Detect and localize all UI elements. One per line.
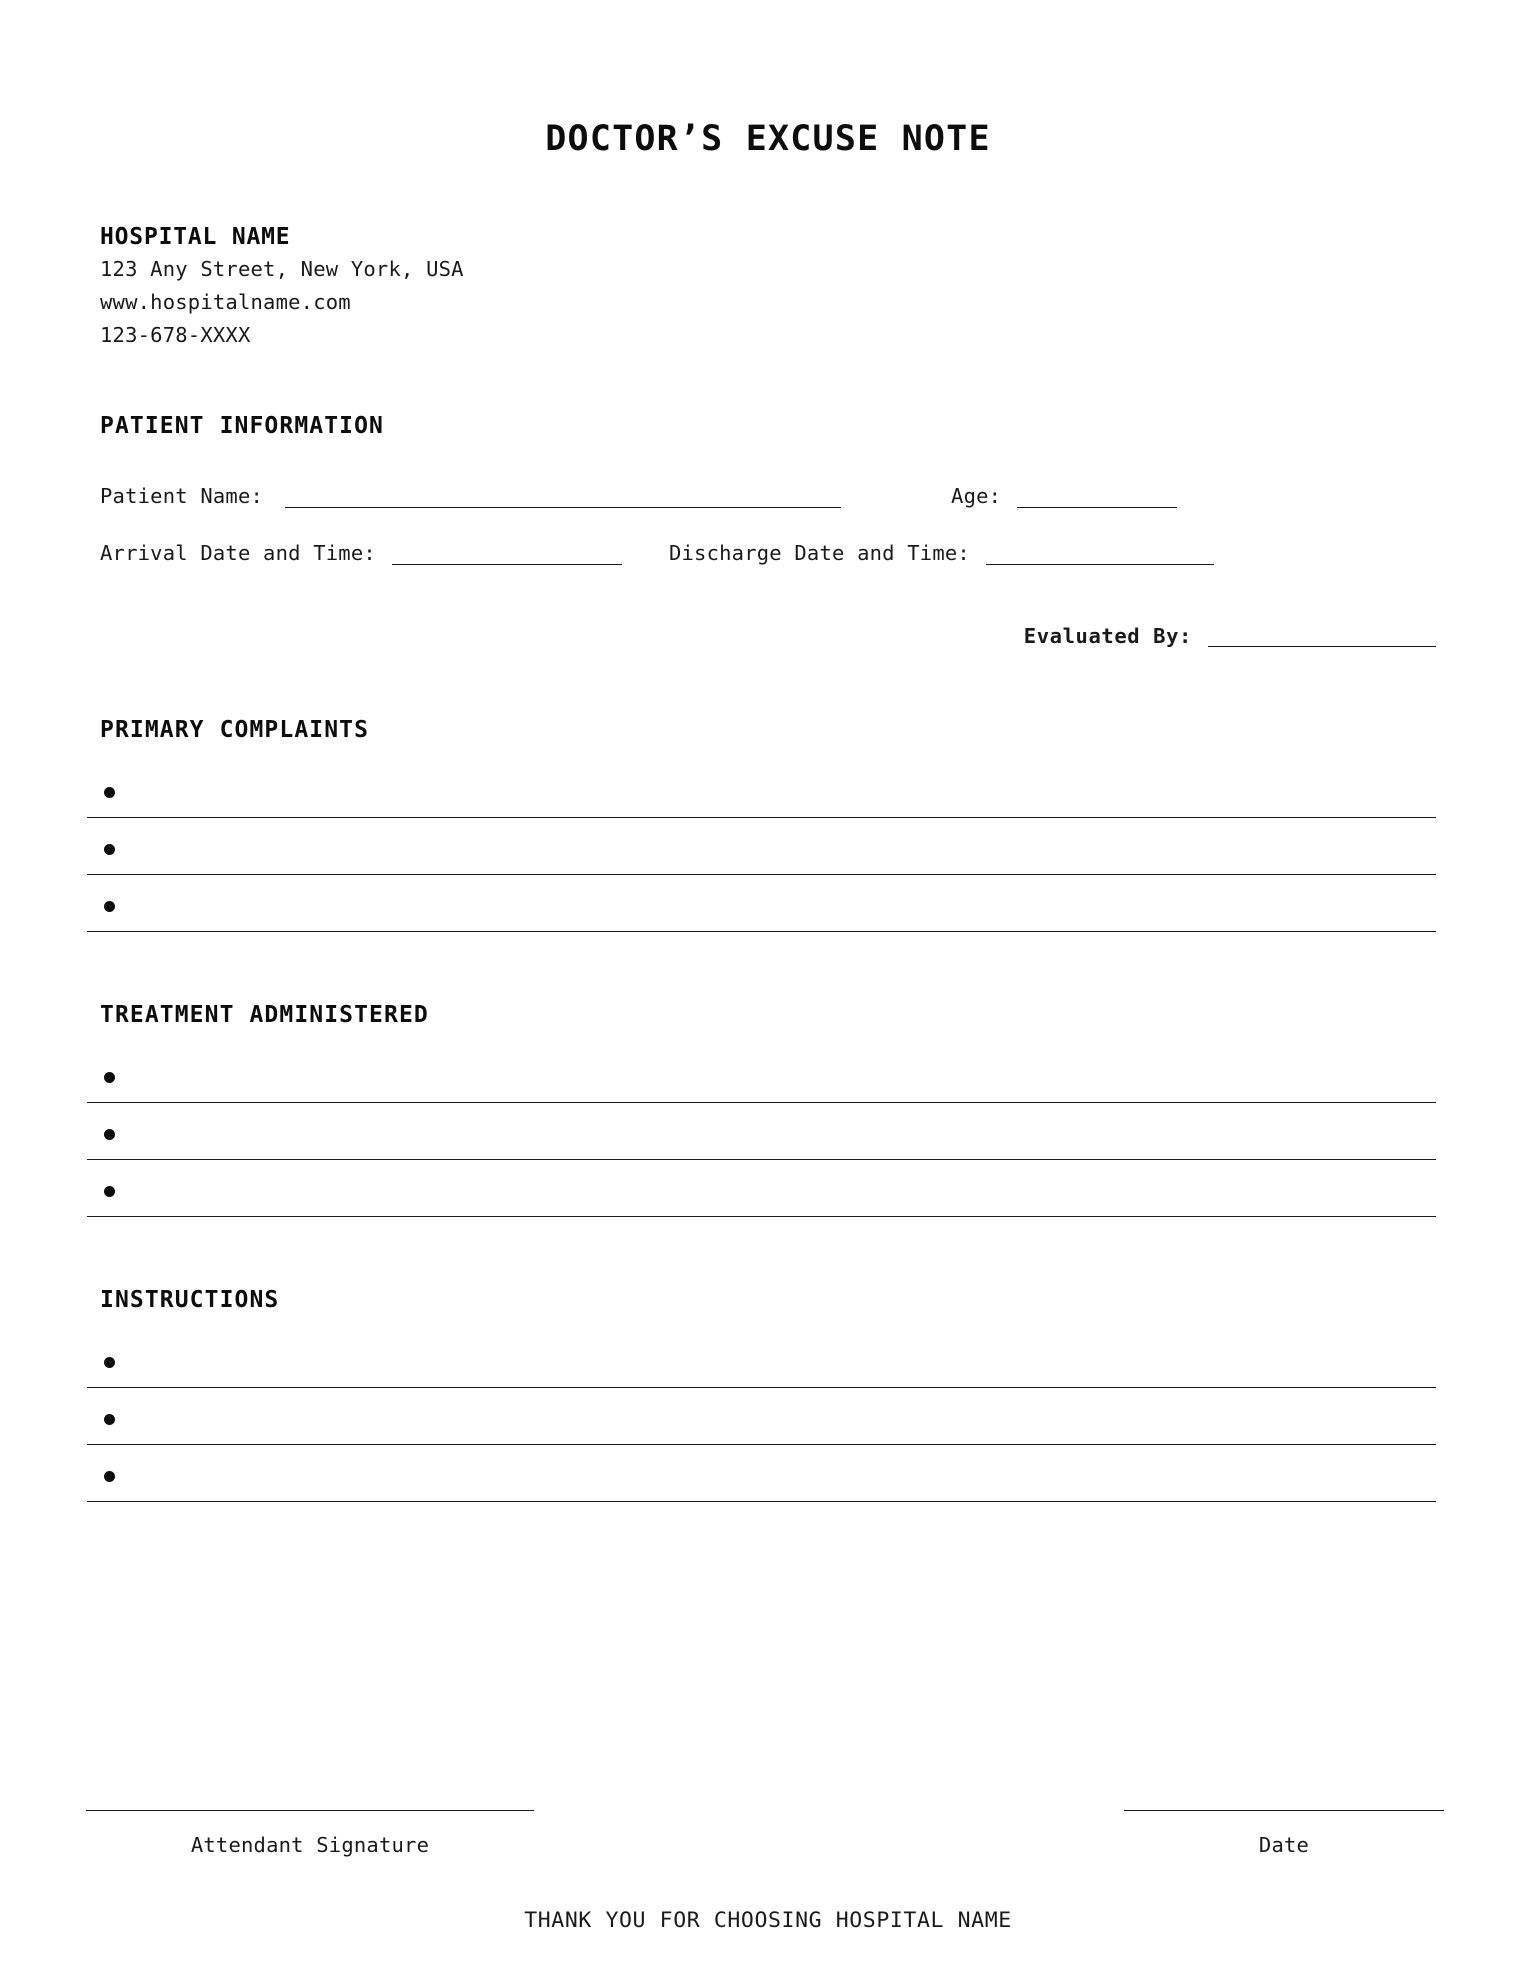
list-item[interactable] xyxy=(87,818,1436,875)
bullet-icon xyxy=(104,1129,115,1140)
evaluated-by-label: Evaluated By: xyxy=(1023,623,1192,648)
bullet-icon xyxy=(104,1357,115,1368)
patient-name-row xyxy=(100,485,1436,510)
hospital-address: 123 Any Street, New York, USA xyxy=(100,257,464,282)
list-item[interactable] xyxy=(87,875,1436,932)
page-title: DOCTOR’S EXCUSE NOTE xyxy=(545,119,991,159)
list-item[interactable] xyxy=(87,1388,1436,1445)
arrival-datetime-label: Arrival Date and Time: xyxy=(100,540,376,565)
hospital-phone: 123-678-XXXX xyxy=(100,322,251,347)
date-input[interactable] xyxy=(1124,1810,1444,1811)
age-label: Age: xyxy=(951,484,1002,509)
attendant-signature-input[interactable] xyxy=(86,1810,534,1811)
signature-area xyxy=(100,1810,1436,1857)
discharge-datetime-label: Discharge Date and Time: xyxy=(668,540,970,565)
instructions-heading: INSTRUCTIONS xyxy=(100,1287,280,1314)
bullet-icon xyxy=(104,787,115,798)
list-item[interactable] xyxy=(87,1331,1436,1388)
bullet-icon xyxy=(104,1072,115,1083)
primary-complaints-list xyxy=(100,761,1436,932)
age-input[interactable] xyxy=(1017,507,1177,508)
evaluated-by-input[interactable] xyxy=(1208,646,1436,647)
primary-complaints-heading: PRIMARY COMPLAINTS xyxy=(100,717,370,744)
date-caption: Date xyxy=(1258,1833,1310,1857)
footer-text: THANK YOU FOR CHOOSING HOSPITAL NAME xyxy=(524,1908,1012,1933)
patient-name-label: Patient Name: xyxy=(100,484,264,509)
hospital-header xyxy=(100,222,1436,351)
bullet-icon xyxy=(104,1186,115,1197)
bullet-icon xyxy=(104,901,115,912)
attendant-signature-caption: Attendant Signature xyxy=(190,1833,430,1857)
arrival-datetime-input[interactable] xyxy=(392,564,622,565)
bullet-icon xyxy=(104,1471,115,1482)
list-item[interactable] xyxy=(87,1046,1436,1103)
list-item[interactable] xyxy=(87,1160,1436,1217)
arrival-discharge-row xyxy=(100,542,1436,567)
bullet-icon xyxy=(104,1414,115,1425)
list-item[interactable] xyxy=(87,1445,1436,1502)
list-item[interactable] xyxy=(87,761,1436,818)
instructions-list xyxy=(100,1331,1436,1502)
list-item[interactable] xyxy=(87,1103,1436,1160)
patient-name-input[interactable] xyxy=(285,507,841,508)
treatment-administered-list xyxy=(100,1046,1436,1217)
discharge-datetime-input[interactable] xyxy=(986,564,1214,565)
bullet-icon xyxy=(104,844,115,855)
hospital-website: www.hospitalname.com xyxy=(100,289,351,314)
hospital-name: HOSPITAL NAME xyxy=(100,224,291,250)
patient-information-heading: PATIENT INFORMATION xyxy=(100,413,384,440)
treatment-administered-heading: TREATMENT ADMINISTERED xyxy=(100,1002,429,1029)
evaluated-by-row xyxy=(100,625,1436,650)
date-block xyxy=(1124,1810,1444,1857)
attendant-signature-block xyxy=(86,1810,534,1857)
